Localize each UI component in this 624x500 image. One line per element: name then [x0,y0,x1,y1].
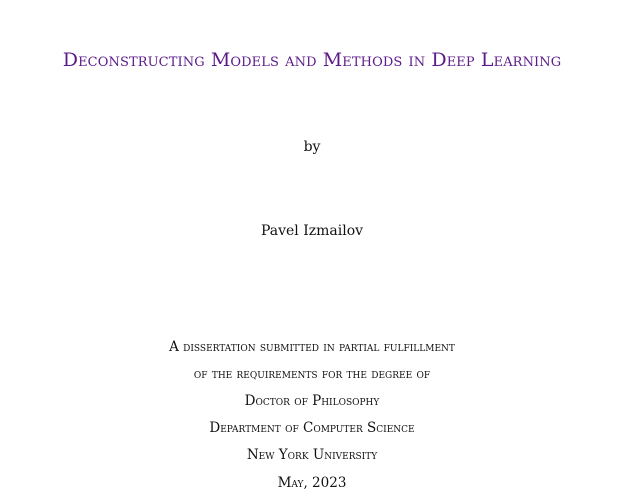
department-name: Department of Computer Science [209,420,415,436]
degree-name: Doctor of Philosophy [244,393,380,409]
university-name: New York University [246,447,378,463]
dissertation-title: Deconstructing Models and Methods in Deep Learning [62,49,562,71]
by-label: by [303,139,321,155]
submission-date: May, 2023 [277,475,347,491]
author-name: Pavel Izmailov [260,223,364,239]
statement-line-2: of the requirements for the degree of [193,366,431,382]
statement-line-1: A dissertation submitted in partial fulfillment [169,339,455,355]
